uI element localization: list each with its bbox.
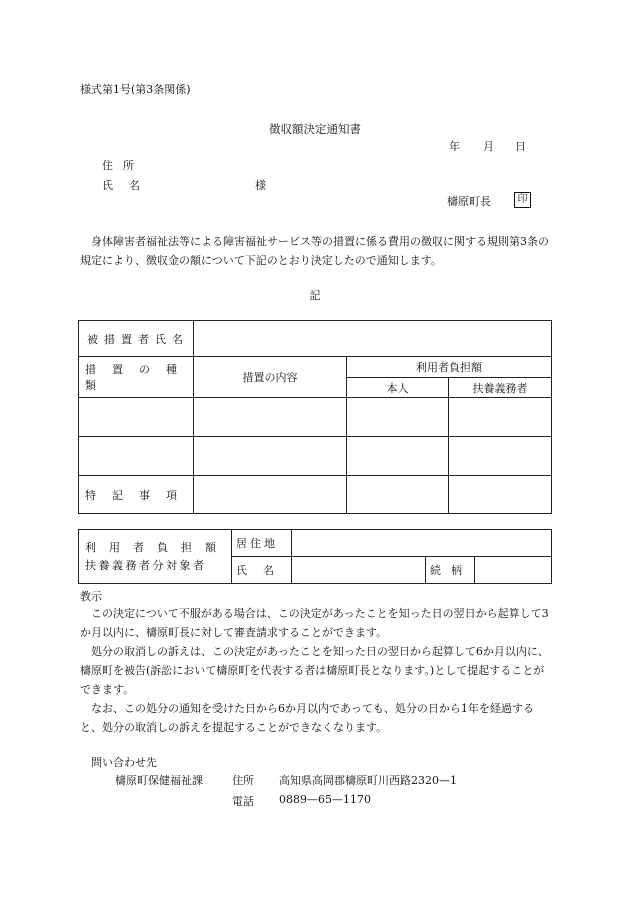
recipient-name-label: 氏名 bbox=[102, 179, 156, 192]
date-year-label: 年 bbox=[449, 140, 460, 153]
burden-target-label bbox=[79, 530, 232, 584]
subject-name-cell bbox=[194, 321, 552, 357]
supporter-header: 扶養義務者 bbox=[449, 378, 552, 398]
burden-line2: 扶養義務者分対象者 bbox=[85, 558, 207, 572]
contact-address-label: 住所 bbox=[232, 774, 254, 787]
notice-heading: 教示 bbox=[80, 590, 102, 603]
document-title: 徴収額決定通知書 bbox=[269, 122, 361, 136]
contact-office: 檮原町保健福祉課 bbox=[115, 774, 203, 787]
table-row bbox=[79, 437, 552, 476]
contact-tel-label: 電話 bbox=[232, 795, 254, 808]
subject-name-label: 被措置者氏名 bbox=[79, 321, 194, 357]
measure-table bbox=[78, 320, 552, 514]
body-paragraph bbox=[80, 232, 555, 270]
supporter-table bbox=[78, 529, 552, 584]
residence-cell bbox=[292, 530, 552, 557]
notice-paragraph-1: この決定について不服がある場合は、この決定があったことを知った日の翌日から起算して3か月以内に、檮原町長に対して審査請求することができます。 bbox=[80, 607, 549, 639]
burden-header: 利用者負担額 bbox=[347, 357, 552, 378]
special-notes-label: 特記事項 bbox=[79, 476, 194, 514]
contact-heading: 問い合わせ先 bbox=[91, 756, 157, 769]
date-day-label: 日 bbox=[515, 140, 526, 153]
contact-tel: 0889—65—1170 bbox=[279, 793, 371, 806]
honorific: 様 bbox=[255, 179, 266, 192]
burden-line1: 利用者負担額 bbox=[85, 540, 229, 554]
measure-content-header: 措置の内容 bbox=[194, 357, 347, 398]
name-cell bbox=[292, 557, 426, 584]
seal-mark: 印 bbox=[514, 192, 531, 208]
name-label: 氏名 bbox=[232, 557, 292, 584]
self-header: 本人 bbox=[347, 378, 449, 398]
relation-label: 続柄 bbox=[426, 557, 475, 584]
relation-cell bbox=[475, 557, 552, 584]
date-month-label: 月 bbox=[483, 140, 494, 153]
measure-type-header: 措置の種類 bbox=[79, 357, 194, 398]
notice-paragraph-3: なお、この処分の通知を受けた日から6か月以内であっても、処分の日から1年を経過すると、処分の取消しの訴えを提起することができなくなります。 bbox=[80, 702, 534, 734]
ki-heading: 記 bbox=[309, 289, 321, 302]
issuer-name: 檮原町長 bbox=[447, 195, 491, 208]
form-id: 様式第1号(第3条関係) bbox=[80, 83, 191, 96]
contact-address: 高知県高岡郡檮原町川西路2320—1 bbox=[279, 774, 457, 787]
notice-paragraph-2: 処分の取消しの訴えは、この決定があったことを知った日の翌日から起算して6か月以内に、檮原町を被告(訴訟において檮原町を代表する者は檮原町長となります。)として提起することができます。 bbox=[80, 645, 549, 696]
body-text: 身体障害者福祉法等による障害福祉サービス等の措置に係る費用の徴収に関する規則第3条の規定により、徴収金の額について下記のとおり決定したので通知します。 bbox=[80, 235, 549, 267]
recipient-address-label: 住所 bbox=[102, 159, 144, 172]
table-row bbox=[79, 398, 552, 437]
residence-label: 居住地 bbox=[232, 530, 292, 557]
notice-body bbox=[80, 604, 555, 737]
